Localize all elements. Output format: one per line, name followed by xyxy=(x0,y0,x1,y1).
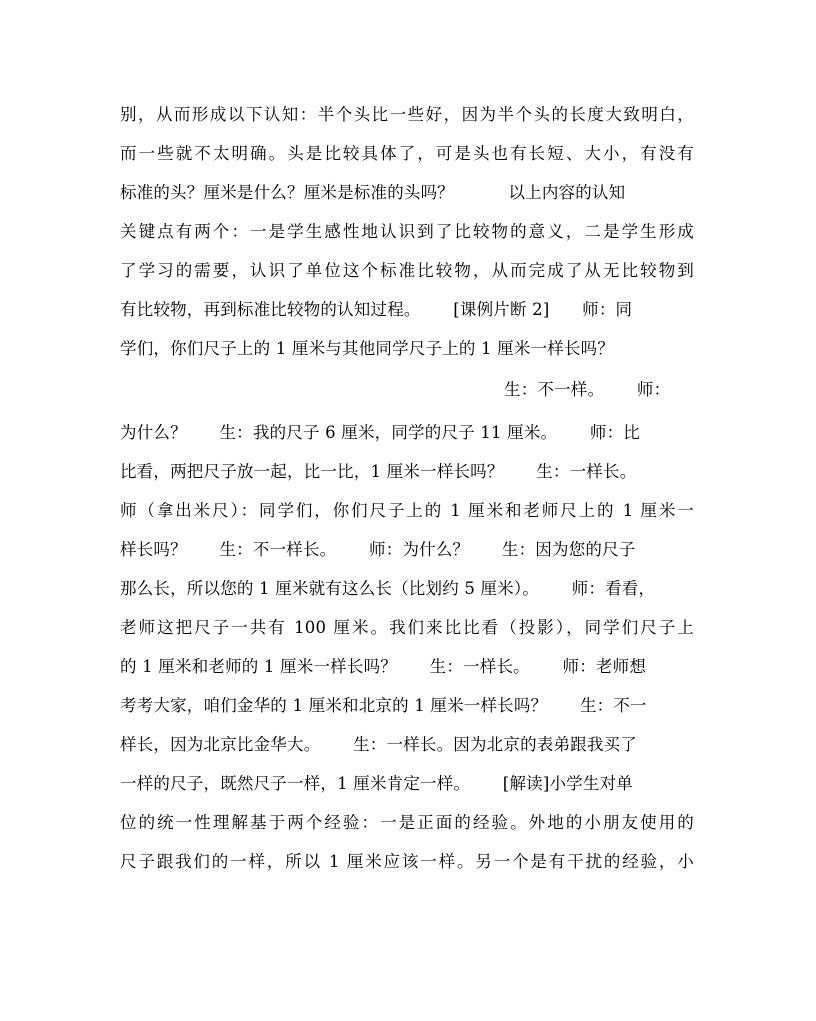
text-line-11: 师（拿出米尺）：同学们，你们尺子上的 1 厘米和老师尺上的 1 厘米一 xyxy=(120,501,694,520)
text-line-18: 一样的尺子，既然尺子一样，1 厘米肯定一样。 [解读]小学生对单 xyxy=(120,774,633,793)
text-line-1: 别，从而形成以下认知：半个头比一些好，因为半个头的长度大致明白， xyxy=(120,105,694,124)
text-line-16: 考考大家，咱们金华的 1 厘米和北京的 1 厘米一样长吗？ 生：不一 xyxy=(120,696,647,715)
text-line-3: 标准的头？厘米是什么？厘米是标准的头吗？ 以上内容的认知 xyxy=(120,183,626,202)
text-line-10: 比看，两把尺子放一起，比一比，1 厘米一样长吗？ 生：一样长。 xyxy=(120,462,637,481)
text-line-9: 为什么？ 生：我的尺子 6 厘米，同学的尺子 11 厘米。 师：比 xyxy=(120,423,641,442)
text-line-17: 样长，因为北京比金华大。 生：一样长。因为北京的表弟跟我买了 xyxy=(120,735,637,754)
text-line-19: 位的统一性理解基于两个经验：一是正面的经验。外地的小朋友使用的 xyxy=(120,813,694,832)
text-line-6: 有比较物，再到标准比较物的认知过程。 [课例片断 2] 师：同 xyxy=(120,300,633,319)
text-line-4: 关键点有两个：一是学生感性地认识到了比较物的意义，二是学生形成 xyxy=(120,222,694,241)
text-line-13: 那么长，所以您的 1 厘米就有这么长（比划约 5 厘米）。 师：看看， xyxy=(120,579,656,598)
text-line-8: 生：不一样。 师： xyxy=(504,380,671,399)
text-line-7: 学们，你们尺子上的 1 厘米与其他同学尺子上的 1 厘米一样长吗？ xyxy=(120,339,615,358)
text-line-5: 了学习的需要，认识了单位这个标准比较物，从而完成了从无比较物到 xyxy=(120,261,694,280)
text-line-20: 尺子跟我们的一样，所以 1 厘米应该一样。另一个是有干扰的经验，小 xyxy=(120,852,694,871)
text-line-12: 样长吗？ 生：不一样长。 师：为什么？ 生：因为您的尺子 xyxy=(120,540,636,559)
text-line-2: 而一些就不太明确。头是比较具体了，可是头也有长短、大小，有没有 xyxy=(120,144,694,163)
text-line-14: 老师这把尺子一共有 100 厘米。我们来比比看（投影），同学们尺子上 xyxy=(120,618,694,637)
text-line-15: 的 1 厘米和老师的 1 厘米一样长吗？ 生：一样长。 师：老师想 xyxy=(120,657,647,676)
